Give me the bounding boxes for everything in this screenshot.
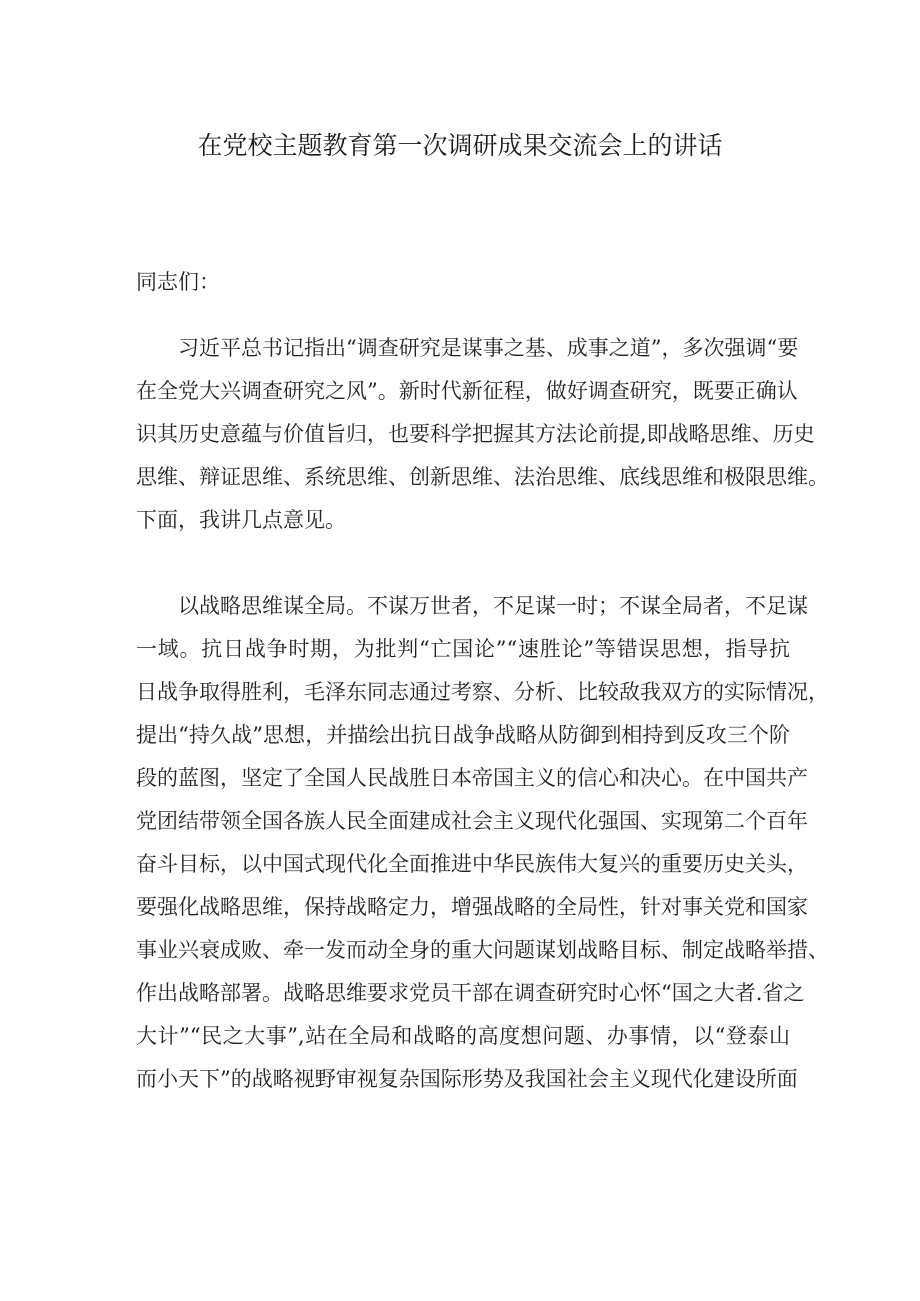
document-title: 在党校主题教育第一次调研成果交流会上的讲话 (197, 131, 723, 160)
text-line: 以战略思维谋全局。不谋万世者，不足谋一时；不谋全局者，不足谋 (178, 594, 808, 618)
text-line: 奋斗目标，以中国式现代化全面推进中华民族伟大复兴的重要历史关头， (136, 852, 808, 876)
text-line: 作出战略部署。战略思维要求党员干部在调查研究时心怀“国之大者.省之 (136, 981, 805, 1005)
paragraph-intro (136, 327, 829, 542)
text-line: 段的蓝图，坚定了全国人民战胜日本帝国主义的信心和决心。在中国共产 (136, 766, 808, 790)
text-line: 思维、辩证思维、系统思维、创新思维、法治思维、底线思维和极限思维。 (136, 465, 829, 489)
text-line: 识其历史意蕴与价值旨归，也要科学把握其方法论前提,即战略思维、历史 (136, 422, 815, 446)
text-line: 习近平总书记指出“调查研究是谋事之基、成事之道”，多次强调“要 (178, 336, 799, 360)
text-line: 大计”“民之大事”,站在全局和战略的高度想问题、办事情，以“登泰山 (136, 1024, 790, 1048)
text-line: 而小天下”的战略视野审视复杂国际形势及我国社会主义现代化建设所面 (136, 1067, 798, 1091)
text-line: 下面，我讲几点意见。 (136, 508, 346, 532)
text-line: 事业兴衰成败、牵一发而动全身的重大问题谋划战略目标、制定战略举措、 (136, 938, 829, 962)
salutation: 同志们： (136, 270, 220, 294)
text-line: 党团结带领全国各族人民全面建成社会主义现代化强国、实现第二个百年 (136, 809, 808, 833)
text-line: 日战争取得胜利，毛泽东同志通过考察、分析、比较敌我双方的实际情况， (136, 680, 829, 704)
text-line: 在全党大兴调查研究之风”。新时代新征程，做好调查研究，既要正确认 (136, 379, 798, 403)
text-line: 提出“持久战”思想，并描绘出抗日战争战略从防御到相持到反攻三个阶 (136, 723, 790, 747)
text-line: 一域。抗日战争时期，为批判“亡国论”“速胜论”等错误思想，指导抗 (136, 637, 790, 661)
text-line: 要强化战略思维，保持战略定力，增强战略的全局性，针对事关党和国家 (136, 895, 808, 919)
paragraph-strategic-thinking (136, 585, 829, 1101)
